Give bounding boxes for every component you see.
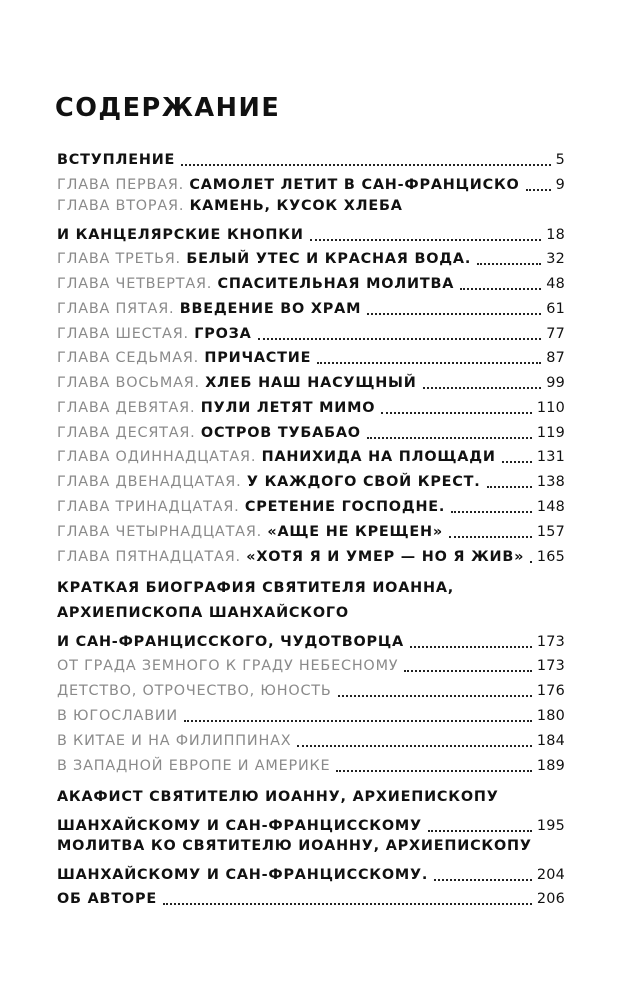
dot-leader: [423, 387, 542, 389]
chapter-title: ХЛЕБ НАШ НАСУЩНЫЙ: [205, 375, 417, 391]
toc-entry-biography-section-3: [57, 702, 565, 726]
chapter-title: САМОЛЕТ ЛЕТИТ В САН-ФРАНЦИСКО: [189, 177, 520, 193]
page-number: 157: [536, 524, 565, 540]
chapter-title: БЕЛЫЙ УТЕС И КРАСНАЯ ВОДА.: [186, 251, 472, 267]
page-number: 204: [536, 867, 565, 883]
toc-entry-akathist-line1: [57, 787, 565, 811]
chapter-title: «АЩЕ НЕ КРЕЩЕН»: [267, 524, 443, 540]
page-number: 173: [536, 658, 565, 674]
page-number: 138: [536, 474, 565, 490]
section-title: ОТ ГРАДА ЗЕМНОГО К ГРАДУ НЕБЕСНОМУ: [57, 658, 399, 674]
chapter-prefix: ГЛАВА ДЕСЯТАЯ.: [57, 425, 196, 441]
prayer-title-line2: ШАНХАЙСКОМУ И САН-ФРАНЦИССКОМУ.: [57, 867, 429, 883]
toc-entry-chapter-15: [57, 543, 565, 567]
toc-entry-biography-section-2: [57, 677, 565, 701]
dot-leader: [317, 362, 541, 364]
page-number: 119: [536, 425, 565, 441]
chapter-prefix: ГЛАВА ОДИННАДЦАТАЯ.: [57, 449, 257, 465]
chapter-title: «ХОТЯ Я И УМЕР — НО Я ЖИВ»: [246, 549, 525, 565]
page-number: 206: [536, 891, 565, 907]
toc-entry-chapter-12: [57, 468, 565, 492]
page-number: 77: [546, 326, 565, 342]
toc-entry-chapter-3: [57, 245, 565, 269]
dot-leader: [404, 670, 532, 672]
chapter-prefix: ГЛАВА ДЕВЯТАЯ.: [57, 400, 196, 416]
page-number: 18: [546, 227, 565, 243]
toc-entry-chapter-6: [57, 320, 565, 344]
chapter-title: У КАЖДОГО СВОЙ КРЕСТ.: [246, 474, 481, 490]
biography-title-line1: КРАТКАЯ БИОГРАФИЯ СВЯТИТЕЛЯ ИОАННА,: [57, 580, 455, 596]
chapter-title-line1: КАМЕНЬ, КУСОК ХЛЕБА: [189, 198, 403, 214]
toc-entry-chapter-2-line1: [57, 196, 565, 220]
toc-entry-biography-section-1: [57, 652, 565, 676]
page-number: 131: [536, 449, 565, 465]
toc-entry-biography-line1: [57, 578, 565, 602]
dot-leader: [258, 338, 542, 340]
section-title: В ЮГОСЛАВИИ: [57, 708, 179, 724]
chapter-prefix: ГЛАВА ТРЕТЬЯ.: [57, 251, 181, 267]
toc-entry-akathist-line2: [57, 812, 565, 836]
entry-title: ОБ АВТОРЕ: [57, 891, 157, 907]
page-number: 110: [536, 400, 565, 416]
dot-leader: [449, 536, 532, 538]
dot-leader: [410, 646, 532, 648]
chapter-title: ПРИЧАСТИЕ: [204, 350, 312, 366]
page-number: 180: [536, 708, 565, 724]
dot-leader: [367, 313, 541, 315]
dot-leader: [428, 830, 532, 832]
chapter-prefix: ГЛАВА ЧЕТВЕРТАЯ.: [57, 276, 213, 292]
section-title: ДЕТСТВО, ОТРОЧЕСТВО, ЮНОСТЬ: [57, 683, 332, 699]
toc-entry-prayer-line1: [57, 836, 565, 860]
chapter-prefix: ГЛАВА ТРИНАДЦАТАЯ.: [57, 499, 240, 515]
toc-entry-chapter-1: [57, 171, 565, 195]
dot-leader: [487, 486, 532, 488]
toc-entry-chapter-2-line2: [57, 221, 565, 245]
toc-entry-chapter-4: [57, 270, 565, 294]
akathist-title-line1: АКАФИСТ СВЯТИТЕЛЮ ИОАННУ, АРХИЕПИСКОПУ: [57, 789, 499, 805]
page-number: 148: [536, 499, 565, 515]
toc-entry-biography-section-5: [57, 752, 565, 776]
dot-leader: [477, 263, 541, 265]
chapter-title: СРЕТЕНИЕ ГОСПОДНЕ.: [244, 499, 446, 515]
chapter-prefix: ГЛАВА ПЕРВАЯ.: [57, 177, 185, 193]
toc-entry-biography-line2: [57, 603, 565, 627]
dot-leader: [381, 412, 532, 414]
toc-entry-chapter-14: [57, 518, 565, 542]
toc-entry-biography-line3: [57, 628, 565, 652]
toc-entry-chapter-10: [57, 419, 565, 443]
biography-title-line3: И САН-ФРАНЦИССКОГО, ЧУДОТВОРЦА: [57, 634, 404, 650]
chapter-prefix: ГЛАВА СЕДЬМАЯ.: [57, 350, 200, 366]
dot-leader: [184, 720, 532, 722]
dot-leader: [530, 561, 532, 563]
dot-leader: [502, 461, 532, 463]
chapter-prefix: ГЛАВА ДВЕНАДЦАТАЯ.: [57, 474, 242, 490]
page-number: 61: [546, 301, 565, 317]
dot-leader: [336, 770, 532, 772]
dot-leader: [460, 288, 541, 290]
page-number: 184: [536, 733, 565, 749]
chapter-title: ПУЛИ ЛЕТЯТ МИМО: [200, 400, 376, 416]
dot-leader: [163, 903, 532, 905]
chapter-prefix: ГЛАВА ПЯТНАДЦАТАЯ.: [57, 549, 241, 565]
chapter-title: СПАСИТЕЛЬНАЯ МОЛИТВА: [217, 276, 455, 292]
toc-entry-chapter-5: [57, 295, 565, 319]
toc-entry-chapter-8: [57, 369, 565, 393]
page-number: 195: [536, 818, 565, 834]
toc-entry-chapter-11: [57, 443, 565, 467]
chapter-title: ОСТРОВ ТУБАБАО: [200, 425, 361, 441]
page-number: 173: [536, 634, 565, 650]
chapter-prefix: ГЛАВА ШЕСТАЯ.: [57, 326, 189, 342]
toc-entry-chapter-7: [57, 344, 565, 368]
dot-leader: [310, 239, 542, 241]
toc-entry-about-author: [57, 885, 565, 909]
page-number: 189: [536, 758, 565, 774]
toc-entry-chapter-13: [57, 493, 565, 517]
toc-entry-prayer-line2: [57, 861, 565, 885]
dot-leader: [367, 437, 532, 439]
page-number: 165: [536, 549, 565, 565]
page-number: 32: [546, 251, 565, 267]
chapter-title: ПАНИХИДА НА ПЛОЩАДИ: [261, 449, 496, 465]
chapter-title: ГРОЗА: [194, 326, 252, 342]
chapter-prefix: ГЛАВА ПЯТАЯ.: [57, 301, 175, 317]
entry-title: ВСТУПЛЕНИЕ: [57, 152, 176, 168]
page-title: СОДЕРЖАНИЕ: [55, 93, 281, 123]
chapter-prefix: ГЛАВА ВОСЬМАЯ.: [57, 375, 200, 391]
dot-leader: [451, 511, 532, 513]
page-number: 87: [546, 350, 565, 366]
page-number: 176: [536, 683, 565, 699]
akathist-title-line2: ШАНХАЙСКОМУ И САН-ФРАНЦИССКОМУ: [57, 818, 422, 834]
biography-title-line2: АРХИЕПИСКОПА ШАНХАЙСКОГО: [57, 605, 349, 621]
dot-leader: [526, 189, 551, 191]
dot-leader: [181, 164, 550, 166]
chapter-title-line2: И КАНЦЕЛЯРСКИЕ КНОПКИ: [57, 227, 304, 243]
dot-leader: [338, 695, 532, 697]
section-title: В ЗАПАДНОЙ ЕВРОПЕ И АМЕРИКЕ: [57, 758, 331, 774]
chapter-prefix: ГЛАВА ЧЕТЫРНАДЦАТАЯ.: [57, 524, 262, 540]
page-number: 99: [546, 375, 565, 391]
page-number: 48: [546, 276, 565, 292]
toc-entry-chapter-9: [57, 394, 565, 418]
chapter-prefix: ГЛАВА ВТОРАЯ.: [57, 198, 185, 214]
page-number: 9: [555, 177, 565, 193]
chapter-title: ВВЕДЕНИЕ ВО ХРАМ: [179, 301, 362, 317]
prayer-title-line1: МОЛИТВА КО СВЯТИТЕЛЮ ИОАННУ, АРХИЕПИСКОПУ: [57, 838, 532, 854]
toc-entry-intro: [57, 146, 565, 170]
page-number: 5: [555, 152, 565, 168]
toc-entry-biography-section-4: [57, 727, 565, 751]
dot-leader: [297, 745, 532, 747]
section-title: В КИТАЕ И НА ФИЛИППИНАХ: [57, 733, 292, 749]
dot-leader: [434, 879, 532, 881]
